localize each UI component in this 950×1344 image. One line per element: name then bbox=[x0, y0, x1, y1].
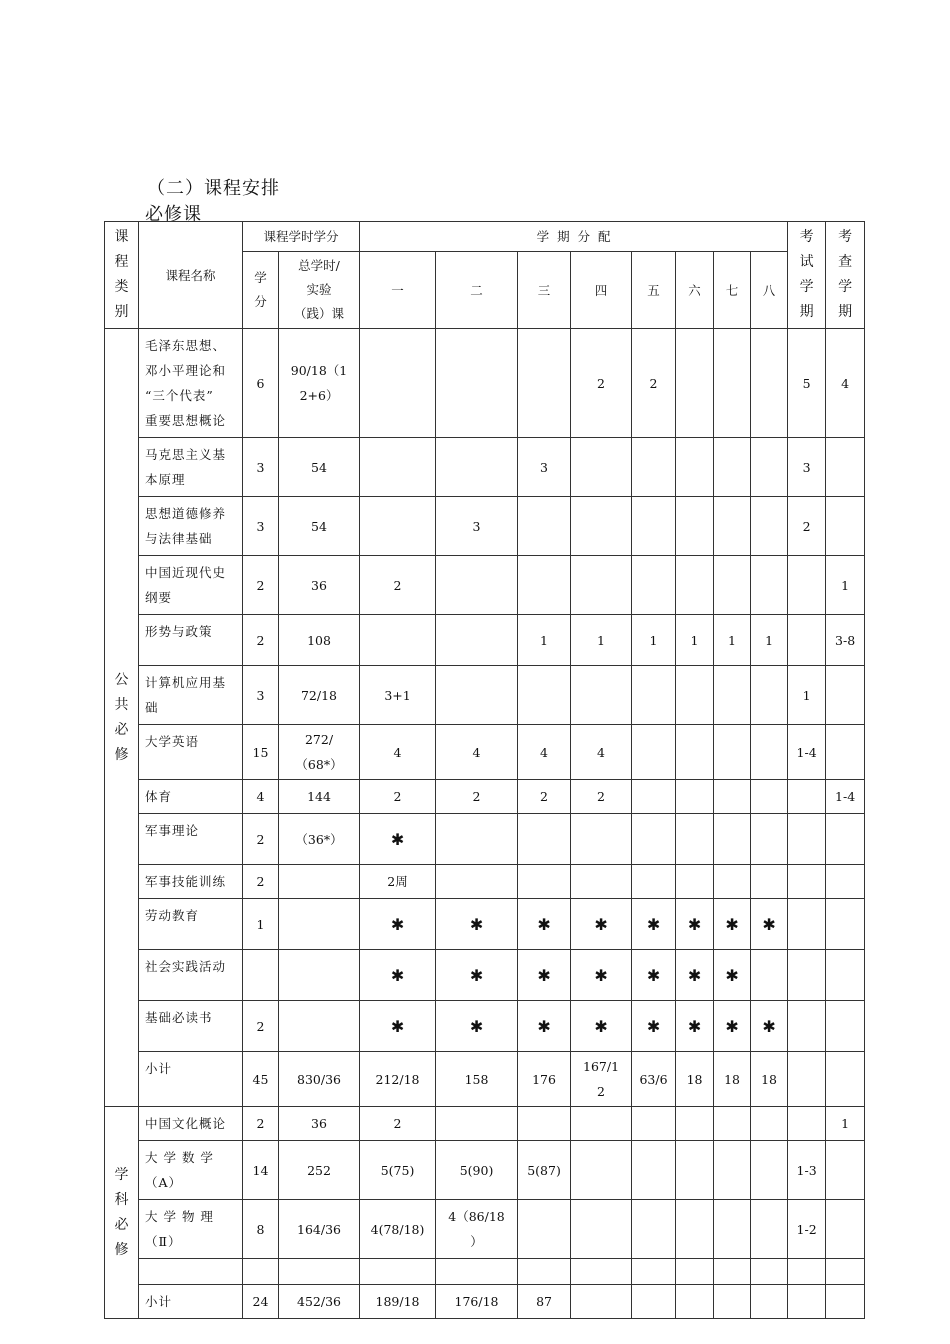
semester-cell bbox=[518, 1107, 571, 1141]
exam-term-cell bbox=[788, 615, 826, 666]
check-term-cell: 1-4 bbox=[826, 780, 865, 814]
check-term-cell bbox=[826, 725, 865, 780]
course-row bbox=[105, 865, 865, 899]
semester-cell bbox=[751, 329, 788, 438]
semester-cell: 63/6 bbox=[632, 1052, 676, 1107]
semester-cell bbox=[676, 556, 714, 615]
check-term-cell bbox=[826, 1001, 865, 1052]
semester-cell bbox=[751, 497, 788, 556]
semester-cell bbox=[518, 556, 571, 615]
semester-cell bbox=[714, 865, 751, 899]
total-hours-cell bbox=[279, 1001, 360, 1052]
semester-cell: ✱ bbox=[571, 950, 632, 1001]
credit-cell: 2 bbox=[243, 556, 279, 615]
semester-cell bbox=[571, 865, 632, 899]
semester-cell: 176/18 bbox=[436, 1285, 518, 1319]
semester-cell bbox=[571, 666, 632, 725]
semester-cell: ✱ bbox=[632, 899, 676, 950]
exam-term-cell bbox=[788, 1052, 826, 1107]
check-term-cell: 3-8 bbox=[826, 615, 865, 666]
semester-cell: ✱ bbox=[518, 950, 571, 1001]
hours-credits-header: 课程学时学分 bbox=[243, 222, 360, 252]
semester-cell bbox=[571, 814, 632, 865]
semester-cell bbox=[360, 615, 436, 666]
course-row bbox=[105, 814, 865, 865]
check-term-cell bbox=[826, 1259, 865, 1285]
semester-cell: 2 bbox=[360, 556, 436, 615]
course-row bbox=[105, 1001, 865, 1052]
semester-cell bbox=[571, 1107, 632, 1141]
semester-cell: 4 bbox=[518, 725, 571, 780]
semester-cell bbox=[714, 438, 751, 497]
course-name: 毛泽东思想、 邓小平理论和 “三个代表” 重要思想概论 bbox=[139, 329, 243, 438]
semester-cell: ✱ bbox=[518, 1001, 571, 1052]
credit-cell: 2 bbox=[243, 1001, 279, 1052]
course-row bbox=[105, 899, 865, 950]
course-row bbox=[105, 1259, 865, 1285]
semester-cell: ✱ bbox=[714, 899, 751, 950]
semester-cell bbox=[714, 1259, 751, 1285]
semester-cell bbox=[676, 865, 714, 899]
semester-header: 三 bbox=[518, 252, 571, 329]
credit-cell: 4 bbox=[243, 780, 279, 814]
semester-cell bbox=[360, 438, 436, 497]
course-name: 社会实践活动 bbox=[139, 950, 243, 1001]
semester-cell: 2 bbox=[571, 780, 632, 814]
semester-cell bbox=[436, 1107, 518, 1141]
semester-cell: 1 bbox=[714, 615, 751, 666]
total-hours-cell: 72/18 bbox=[279, 666, 360, 725]
course-name: 体育 bbox=[139, 780, 243, 814]
exam-term-header: 考 试 学 期 bbox=[788, 222, 826, 329]
semester-cell bbox=[571, 438, 632, 497]
check-term-cell: 1 bbox=[826, 1107, 865, 1141]
semester-cell: 2 bbox=[360, 1107, 436, 1141]
semester-cell: 2 bbox=[518, 780, 571, 814]
semester-cell: ✱ bbox=[571, 899, 632, 950]
check-term-cell bbox=[826, 1200, 865, 1259]
check-term-cell: 4 bbox=[826, 329, 865, 438]
semester-distribution-header: 学 期 分 配 bbox=[360, 222, 788, 252]
semester-cell bbox=[714, 814, 751, 865]
semester-cell bbox=[714, 780, 751, 814]
semester-cell bbox=[714, 329, 751, 438]
semester-cell bbox=[632, 725, 676, 780]
semester-cell bbox=[436, 329, 518, 438]
semester-cell: 212/18 bbox=[360, 1052, 436, 1107]
semester-cell bbox=[676, 1141, 714, 1200]
semester-cell: 158 bbox=[436, 1052, 518, 1107]
semester-cell bbox=[632, 556, 676, 615]
course-row bbox=[105, 950, 865, 1001]
course-row bbox=[105, 725, 865, 780]
semester-cell: 4(78/18) bbox=[360, 1200, 436, 1259]
course-name: 军事技能训练 bbox=[139, 865, 243, 899]
semester-cell bbox=[632, 1141, 676, 1200]
credit-cell: 1 bbox=[243, 899, 279, 950]
exam-term-cell bbox=[788, 1001, 826, 1052]
semester-cell bbox=[751, 814, 788, 865]
semester-cell bbox=[714, 1107, 751, 1141]
total-hours-cell bbox=[279, 950, 360, 1001]
semester-cell bbox=[632, 1259, 676, 1285]
semester-cell: ✱ bbox=[714, 950, 751, 1001]
total-hours-cell bbox=[279, 1259, 360, 1285]
total-hours-cell: 36 bbox=[279, 556, 360, 615]
course-name: 思想道德修养 与法律基础 bbox=[139, 497, 243, 556]
semester-cell: ✱ bbox=[360, 899, 436, 950]
semester-cell: 2 bbox=[436, 780, 518, 814]
total-hours-cell: 108 bbox=[279, 615, 360, 666]
semester-cell bbox=[714, 1141, 751, 1200]
course-row bbox=[105, 1052, 865, 1107]
semester-cell bbox=[518, 329, 571, 438]
semester-cell bbox=[632, 497, 676, 556]
semester-cell: 2 bbox=[571, 329, 632, 438]
course-row bbox=[105, 1200, 865, 1259]
semester-cell: 1 bbox=[751, 615, 788, 666]
semester-cell: 1 bbox=[571, 615, 632, 666]
semester-cell: 3+1 bbox=[360, 666, 436, 725]
semester-cell: ✱ bbox=[436, 899, 518, 950]
semester-cell: 1 bbox=[518, 615, 571, 666]
semester-cell bbox=[714, 1285, 751, 1319]
semester-cell bbox=[436, 438, 518, 497]
course-row bbox=[105, 615, 865, 666]
semester-cell: ✱ bbox=[714, 1001, 751, 1052]
semester-cell bbox=[436, 666, 518, 725]
semester-cell bbox=[571, 556, 632, 615]
semester-cell bbox=[360, 497, 436, 556]
semester-cell: 2周 bbox=[360, 865, 436, 899]
course-schedule-table bbox=[104, 221, 865, 1319]
credit-cell: 3 bbox=[243, 666, 279, 725]
course-name: 小计 bbox=[139, 1052, 243, 1107]
semester-cell bbox=[676, 497, 714, 556]
semester-cell bbox=[751, 865, 788, 899]
semester-cell bbox=[518, 666, 571, 725]
semester-cell: ✱ bbox=[751, 1001, 788, 1052]
semester-cell bbox=[632, 780, 676, 814]
semester-header: 一 bbox=[360, 252, 436, 329]
semester-cell bbox=[632, 814, 676, 865]
course-name-header: 课程名称 bbox=[139, 222, 243, 329]
semester-cell: 5(90) bbox=[436, 1141, 518, 1200]
semester-cell bbox=[571, 497, 632, 556]
check-term-cell bbox=[826, 1141, 865, 1200]
credit-cell bbox=[243, 950, 279, 1001]
total-hours-cell: 452/36 bbox=[279, 1285, 360, 1319]
semester-cell bbox=[632, 1285, 676, 1319]
total-hours-cell bbox=[279, 899, 360, 950]
semester-cell bbox=[518, 1259, 571, 1285]
total-hours-cell: （36*） bbox=[279, 814, 360, 865]
exam-term-cell bbox=[788, 865, 826, 899]
semester-cell: 4（86/18 ） bbox=[436, 1200, 518, 1259]
semester-cell bbox=[518, 497, 571, 556]
semester-cell bbox=[436, 556, 518, 615]
course-row bbox=[105, 1141, 865, 1200]
credit-cell: 15 bbox=[243, 725, 279, 780]
semester-cell: ✱ bbox=[436, 1001, 518, 1052]
semester-cell bbox=[676, 1107, 714, 1141]
check-term-cell bbox=[826, 666, 865, 725]
semester-cell: ✱ bbox=[676, 899, 714, 950]
semester-cell bbox=[436, 865, 518, 899]
semester-cell bbox=[751, 666, 788, 725]
exam-term-cell: 1 bbox=[788, 666, 826, 725]
course-row bbox=[105, 1107, 865, 1141]
course-name: 大 学 物 理 （Ⅱ） bbox=[139, 1200, 243, 1259]
semester-cell bbox=[751, 1107, 788, 1141]
semester-cell bbox=[676, 814, 714, 865]
credit-cell: 14 bbox=[243, 1141, 279, 1200]
semester-header: 五 bbox=[632, 252, 676, 329]
check-term-cell bbox=[826, 865, 865, 899]
semester-cell: ✱ bbox=[632, 1001, 676, 1052]
semester-cell: 1 bbox=[632, 615, 676, 666]
category-label: 学 科 必 修 bbox=[105, 1107, 139, 1319]
semester-cell bbox=[751, 1285, 788, 1319]
semester-cell bbox=[714, 666, 751, 725]
semester-cell: 18 bbox=[676, 1052, 714, 1107]
total-hours-cell: 144 bbox=[279, 780, 360, 814]
semester-cell bbox=[751, 1200, 788, 1259]
check-term-cell bbox=[826, 438, 865, 497]
semester-cell: 18 bbox=[714, 1052, 751, 1107]
total-hours-cell: 54 bbox=[279, 497, 360, 556]
semester-cell: 4 bbox=[436, 725, 518, 780]
exam-term-cell bbox=[788, 1259, 826, 1285]
semester-cell: 2 bbox=[632, 329, 676, 438]
semester-cell bbox=[518, 1200, 571, 1259]
exam-term-cell bbox=[788, 814, 826, 865]
course-name: 大学英语 bbox=[139, 725, 243, 780]
credit-cell: 8 bbox=[243, 1200, 279, 1259]
total-hours-cell bbox=[279, 865, 360, 899]
exam-term-cell: 1-3 bbox=[788, 1141, 826, 1200]
exam-term-cell bbox=[788, 899, 826, 950]
semester-cell: ✱ bbox=[518, 899, 571, 950]
semester-cell bbox=[676, 1285, 714, 1319]
exam-term-cell: 1-4 bbox=[788, 725, 826, 780]
course-name: 计算机应用基 础 bbox=[139, 666, 243, 725]
exam-term-cell bbox=[788, 780, 826, 814]
semester-header: 四 bbox=[571, 252, 632, 329]
exam-term-cell: 1-2 bbox=[788, 1200, 826, 1259]
course-name: 中国文化概论 bbox=[139, 1107, 243, 1141]
course-row bbox=[105, 438, 865, 497]
semester-cell: 176 bbox=[518, 1052, 571, 1107]
check-term-cell bbox=[826, 497, 865, 556]
semester-header: 二 bbox=[436, 252, 518, 329]
semester-cell bbox=[714, 556, 751, 615]
semester-cell: 3 bbox=[518, 438, 571, 497]
semester-cell bbox=[436, 814, 518, 865]
total-hours-cell: 36 bbox=[279, 1107, 360, 1141]
credit-cell bbox=[243, 1259, 279, 1285]
category-label: 公 共 必 修 bbox=[105, 329, 139, 1107]
semester-cell bbox=[751, 725, 788, 780]
credit-cell: 2 bbox=[243, 1107, 279, 1141]
section-title: （二）课程安排 bbox=[147, 178, 280, 199]
course-row bbox=[105, 556, 865, 615]
semester-cell: ✱ bbox=[751, 899, 788, 950]
semester-header: 七 bbox=[714, 252, 751, 329]
semester-cell: 5(87) bbox=[518, 1141, 571, 1200]
total-hours-cell: 54 bbox=[279, 438, 360, 497]
semester-cell: 5(75) bbox=[360, 1141, 436, 1200]
credit-cell: 3 bbox=[243, 497, 279, 556]
semester-cell bbox=[632, 865, 676, 899]
semester-cell bbox=[518, 865, 571, 899]
semester-cell: ✱ bbox=[676, 950, 714, 1001]
semester-header: 八 bbox=[751, 252, 788, 329]
credit-cell: 45 bbox=[243, 1052, 279, 1107]
semester-cell: 189/18 bbox=[360, 1285, 436, 1319]
semester-cell bbox=[751, 1259, 788, 1285]
semester-cell bbox=[676, 438, 714, 497]
course-row bbox=[105, 329, 865, 438]
exam-term-cell bbox=[788, 1285, 826, 1319]
semester-cell: 18 bbox=[751, 1052, 788, 1107]
semester-cell bbox=[676, 329, 714, 438]
semester-cell: 1 bbox=[676, 615, 714, 666]
semester-cell bbox=[676, 1259, 714, 1285]
exam-term-cell: 2 bbox=[788, 497, 826, 556]
semester-cell bbox=[571, 1141, 632, 1200]
semester-cell bbox=[436, 615, 518, 666]
semester-cell bbox=[632, 1200, 676, 1259]
course-name: 基础必读书 bbox=[139, 1001, 243, 1052]
semester-cell: 167/1 2 bbox=[571, 1052, 632, 1107]
semester-cell bbox=[751, 438, 788, 497]
course-row bbox=[105, 780, 865, 814]
semester-cell bbox=[714, 725, 751, 780]
semester-cell bbox=[436, 1259, 518, 1285]
semester-cell bbox=[676, 725, 714, 780]
exam-term-cell bbox=[788, 950, 826, 1001]
credit-cell: 2 bbox=[243, 814, 279, 865]
total-hours-cell: 272/ （68*） bbox=[279, 725, 360, 780]
semester-cell: 3 bbox=[436, 497, 518, 556]
semester-cell bbox=[360, 329, 436, 438]
course-name: 军事理论 bbox=[139, 814, 243, 865]
credit-cell: 2 bbox=[243, 615, 279, 666]
credit-header: 学 分 bbox=[243, 252, 279, 329]
category-header: 课 程 类 别 bbox=[105, 222, 139, 329]
exam-term-cell: 5 bbox=[788, 329, 826, 438]
semester-cell bbox=[714, 497, 751, 556]
semester-cell bbox=[714, 1200, 751, 1259]
course-name: 大 学 数 学 （A） bbox=[139, 1141, 243, 1200]
course-name: 中国近现代史 纲要 bbox=[139, 556, 243, 615]
course-name: 小计 bbox=[139, 1285, 243, 1319]
semester-cell: 2 bbox=[360, 780, 436, 814]
check-term-cell bbox=[826, 814, 865, 865]
check-term-cell: 1 bbox=[826, 556, 865, 615]
semester-cell bbox=[632, 666, 676, 725]
semester-cell bbox=[751, 556, 788, 615]
semester-cell: ✱ bbox=[632, 950, 676, 1001]
total-hours-cell: 830/36 bbox=[279, 1052, 360, 1107]
semester-cell bbox=[751, 950, 788, 1001]
credit-cell: 6 bbox=[243, 329, 279, 438]
course-name: 劳动教育 bbox=[139, 899, 243, 950]
semester-cell bbox=[518, 814, 571, 865]
semester-cell bbox=[751, 1141, 788, 1200]
semester-cell bbox=[676, 780, 714, 814]
semester-cell: ✱ bbox=[360, 950, 436, 1001]
semester-cell: 4 bbox=[571, 725, 632, 780]
credit-cell: 24 bbox=[243, 1285, 279, 1319]
semester-cell bbox=[751, 780, 788, 814]
course-name: 马克思主义基 本原理 bbox=[139, 438, 243, 497]
exam-term-cell: 3 bbox=[788, 438, 826, 497]
semester-cell: ✱ bbox=[360, 1001, 436, 1052]
check-term-cell bbox=[826, 1285, 865, 1319]
semester-cell bbox=[676, 1200, 714, 1259]
semester-cell bbox=[571, 1259, 632, 1285]
check-term-cell bbox=[826, 1052, 865, 1107]
course-row bbox=[105, 666, 865, 725]
semester-cell bbox=[571, 1200, 632, 1259]
semester-cell bbox=[632, 1107, 676, 1141]
check-term-header: 考 查 学 期 bbox=[826, 222, 865, 329]
check-term-cell bbox=[826, 950, 865, 1001]
semester-cell bbox=[676, 666, 714, 725]
credit-cell: 2 bbox=[243, 865, 279, 899]
semester-cell: ✱ bbox=[436, 950, 518, 1001]
credit-cell: 3 bbox=[243, 438, 279, 497]
section-subtitle: 必修课 bbox=[145, 204, 202, 225]
total-hours-cell: 90/18（1 2+6） bbox=[279, 329, 360, 438]
semester-cell: ✱ bbox=[360, 814, 436, 865]
course-row bbox=[105, 1285, 865, 1319]
semester-cell: 4 bbox=[360, 725, 436, 780]
exam-term-cell bbox=[788, 1107, 826, 1141]
semester-cell bbox=[360, 1259, 436, 1285]
check-term-cell bbox=[826, 899, 865, 950]
course-name bbox=[139, 1259, 243, 1285]
exam-term-cell bbox=[788, 556, 826, 615]
course-name: 形势与政策 bbox=[139, 615, 243, 666]
total-hours-header: 总学时/ 实验 （践）课 bbox=[279, 252, 360, 329]
semester-cell: 87 bbox=[518, 1285, 571, 1319]
semester-header: 六 bbox=[676, 252, 714, 329]
semester-cell: ✱ bbox=[676, 1001, 714, 1052]
total-hours-cell: 164/36 bbox=[279, 1200, 360, 1259]
course-row bbox=[105, 497, 865, 556]
semester-cell bbox=[571, 1285, 632, 1319]
semester-cell bbox=[632, 438, 676, 497]
semester-cell: ✱ bbox=[571, 1001, 632, 1052]
total-hours-cell: 252 bbox=[279, 1141, 360, 1200]
